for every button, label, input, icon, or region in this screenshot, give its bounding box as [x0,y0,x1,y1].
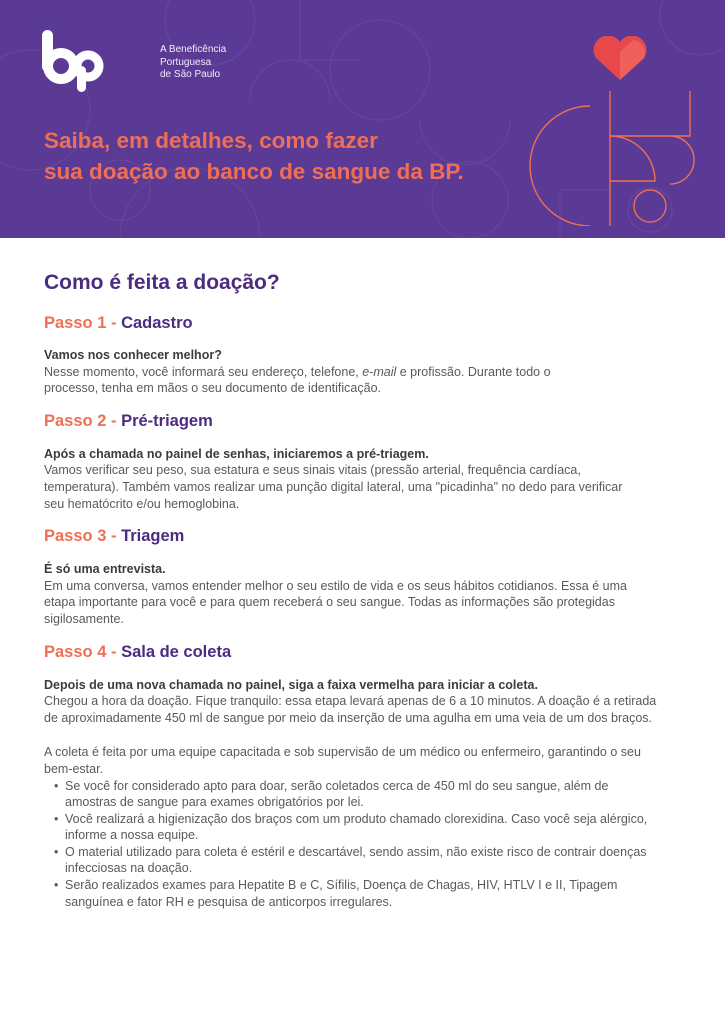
main-content [44,268,684,910]
step-4-body [44,677,684,911]
list-item: • Você realizará a higienização dos braços com um produto chamado clorexidina. Caso você seja alérgico, informe a nossa equipe. [58,811,658,844]
step-3-heading [44,525,684,547]
step-text: Vamos verificar seu peso, sua estatura e seus sinais vitais (pressão arterial, frequência cardíaca, temperatura). Também vamos realizar uma punção digital lateral, uma "picadinha" no dedo para verificar seu hematócrito e/ou hemoglobina. [44,463,623,511]
step-name: Cadastro [121,314,193,332]
step-lead: Depois de uma nova chamada no painel, siga a faixa vermelha para iniciar a coleta. [44,677,538,692]
step-number: Passo 3 - [44,527,117,546]
heart-icon [594,36,647,80]
step-text-2: A coleta é feita por uma equipe capacitada e sob supervisão de um médico ou enfermeiro, garantindo o seu bem-estar. [44,745,641,776]
list-item: • Se você for considerado apto para doar, serão coletados cerca de 450 ml do seu sangue, além de amostras de sangue para exames obrigatórios por lei. [58,778,658,811]
step-4-heading [44,641,684,663]
step-1-heading [44,312,684,334]
step-lead: É só uma entrevista. [44,562,166,577]
step-text: Chegou a hora da doação. Fique tranquilo: essa etapa levará apenas de 6 a 10 minutos. A doação é a retirada de aproximadamente 450 ml de sangue por meio da inserção de uma agulha em uma veia de um dos braços. [44,694,657,725]
section-heading: Como é feita a doação? [44,271,280,294]
step-lead: Vamos nos conhecer melhor? [44,348,222,362]
heart-decoration [520,36,710,226]
step-3-body [44,561,684,627]
step-text: Em uma conversa, vamos entender melhor o seu estilo de vida e os seus hábitos cotidianos. Essa é uma etapa importante para você e para quem receberá o seu sangue. Todas as informações são protegidas sigilosamente. [44,578,627,626]
step-2-heading [44,410,684,432]
step-name: Triagem [121,527,185,546]
org-line-2: Portuguesa [160,56,212,68]
step-1-body [44,347,684,397]
hero-title-line-2: sua doação ao banco de sangue da BP. [44,159,464,184]
step-number: Passo 4 - [44,642,117,661]
header-banner [0,0,725,238]
hero-title-line-1: Saiba, em detalhes, como fazer [44,128,378,153]
hero-title [44,125,464,187]
step-number: Passo 2 - [44,411,117,430]
step-lead: Após a chamada no painel de senhas, iniciaremos a pré-triagem. [44,446,429,461]
org-line-1: A Beneficência [160,44,227,55]
list-item: • O material utilizado para coleta é estéril e descartável, sendo assim, não existe risco de contrair doenças infecciosas na doação. [58,844,658,877]
bp-logo [40,30,104,94]
step-number: Passo 1 - [44,314,117,332]
list-item: • Serão realizados exames para Hepatite B e C, Sífilis, Doença de Chagas, HIV, HTLV I e II, Tipagem sanguínea e fator RH e pesquisa de anticorpos irregulares. [58,877,658,910]
step-name: Sala de coleta [121,642,232,661]
bullet-list [44,778,658,911]
org-line-3: de São Paulo [160,69,221,80]
organization-name [160,44,226,82]
step-text: Nesse momento, você informará seu endereço, telefone, e-mail e profissão. Durante todo o processo, tenha em mãos o seu documento de identificação. [44,364,551,396]
email-emphasis: e-mail [362,364,397,379]
step-2-body [44,446,684,512]
step-name: Pré-triagem [121,411,213,430]
